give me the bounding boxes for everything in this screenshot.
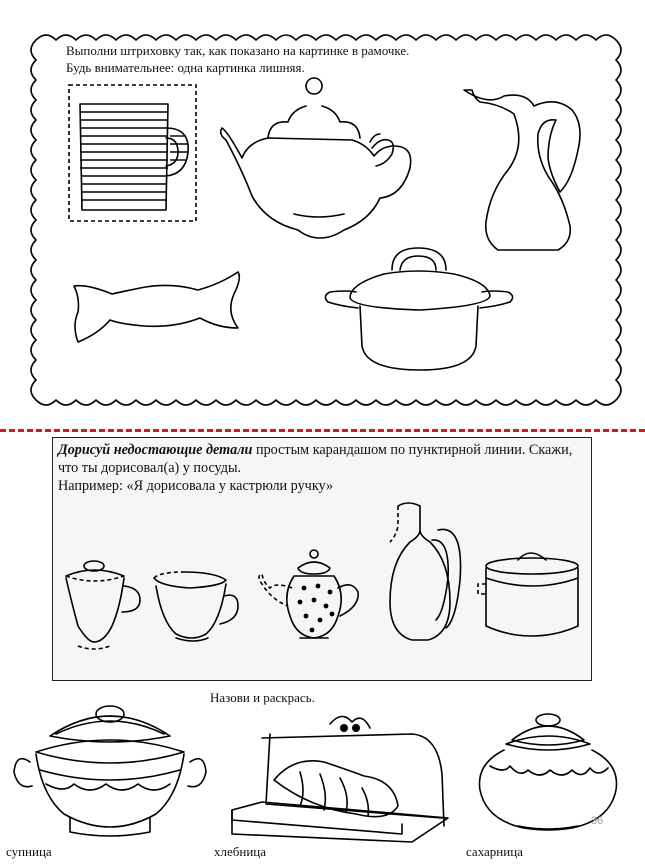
saucepan-icon: [478, 548, 586, 640]
task2-instructions: [58, 441, 586, 495]
task2-example: Например: «Я дорисовала у кастрюли ручку»: [58, 478, 334, 494]
section-divider: [0, 429, 645, 432]
teapot-outline-icon: [222, 88, 412, 238]
task1-instructions: [66, 42, 409, 76]
jug-outline-icon: [456, 84, 586, 246]
task1-line2: Будь внимательнее: одна картинка лишняя.: [66, 60, 305, 75]
task1-line1: Выполни штриховку так, как показано на картинке в рамочке.: [66, 43, 410, 58]
tall-jug-icon: [378, 500, 466, 642]
hatched-mug-example: [68, 84, 198, 224]
task3-title: Назови и раскрась.: [210, 690, 315, 705]
caption-tureen: супница: [6, 844, 52, 859]
candy-outline-icon: [70, 272, 245, 356]
teapot-dotted-icon: [256, 548, 368, 646]
page-number: 36: [591, 815, 604, 827]
tureen-icon: [10, 700, 210, 850]
task2-lead-bold: Дорисуй недостающие детали: [58, 442, 253, 458]
task2-lead-rest: простым карандашом по пунктирной линии. Скажи, что ты дорисовал(а) у посуды.: [58, 442, 573, 476]
caption-sugar-bowl: сахарница: [466, 844, 523, 859]
caption-breadbox: хлебница: [214, 844, 267, 859]
pot-outline-icon: [322, 244, 514, 374]
cup-dashed-icon: [150, 572, 242, 650]
mug-icon: [80, 104, 188, 210]
sugar-bowl-dashed-icon: [60, 556, 146, 656]
breadbox-icon: [222, 712, 460, 844]
